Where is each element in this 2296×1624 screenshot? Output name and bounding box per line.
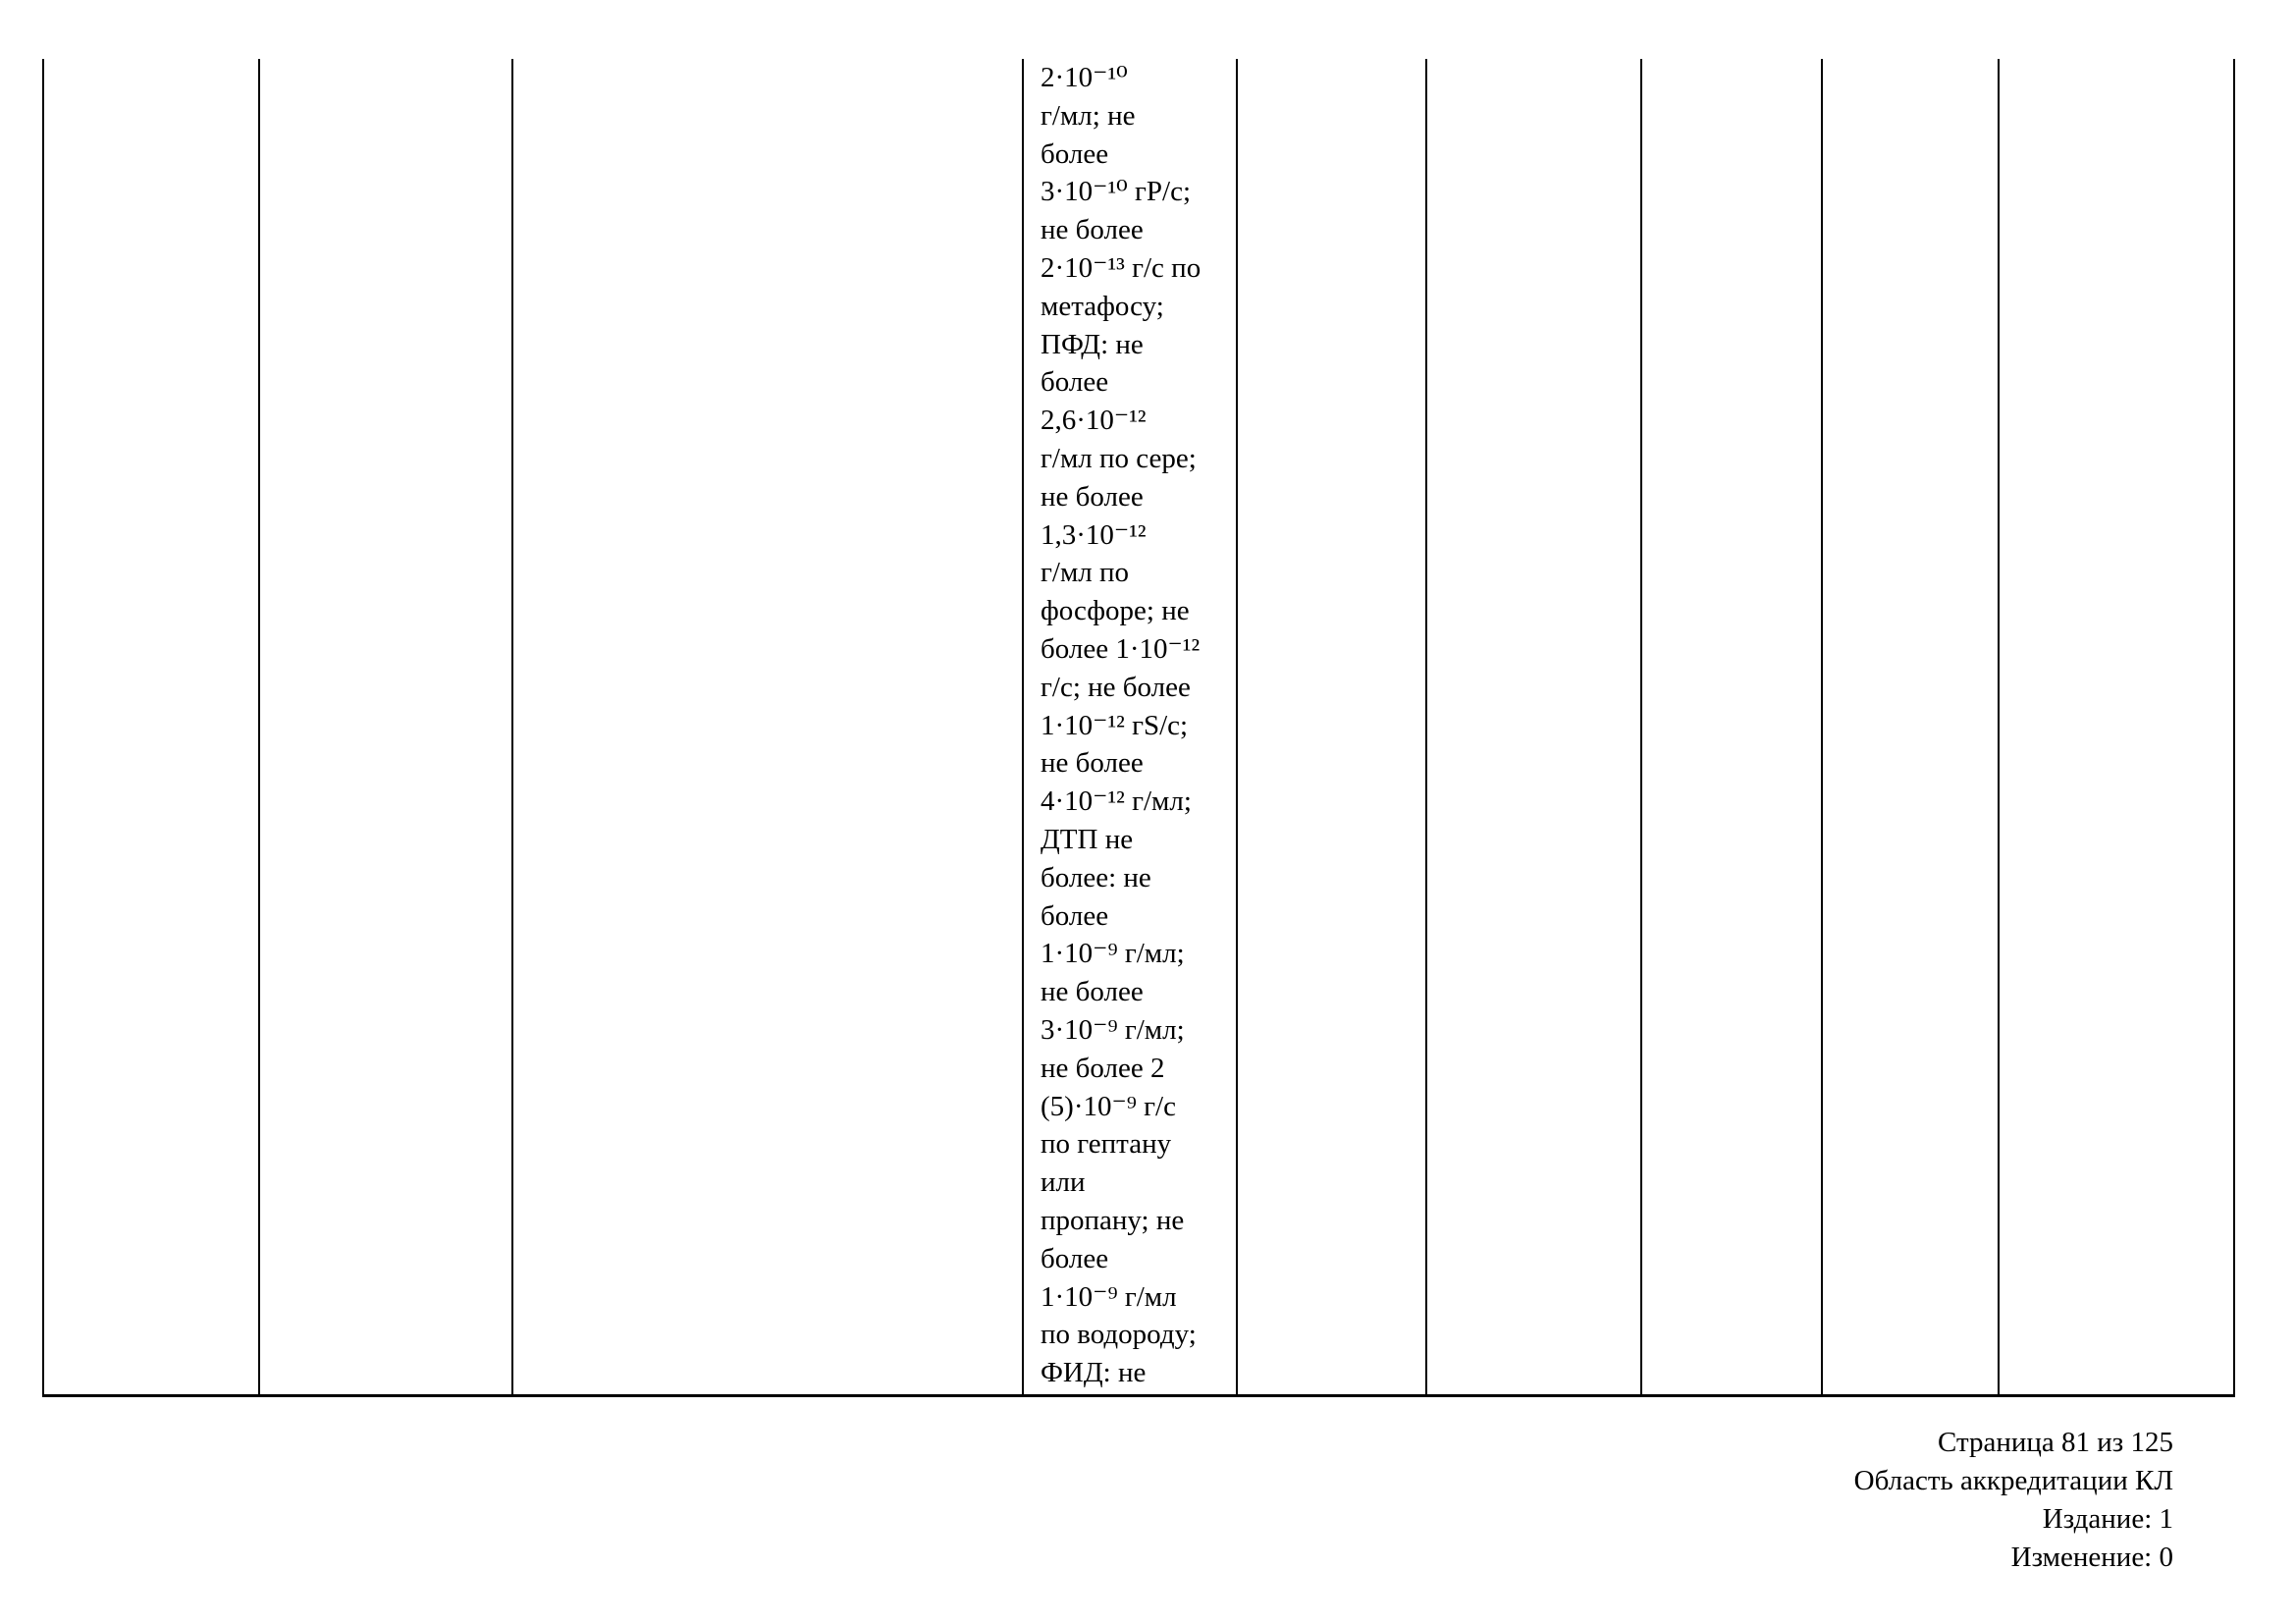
- cell-line: 3·10⁻¹⁰ гР/с;: [1041, 176, 1192, 208]
- detection-limits-cell: [1041, 59, 1242, 1394]
- column-divider: [1821, 59, 1823, 1394]
- column-divider: [258, 59, 260, 1394]
- cell-line: более: [1041, 137, 1109, 170]
- cell-line: 1·10⁻⁹ г/мл: [1041, 1280, 1177, 1313]
- cell-line: метафосу;: [1041, 290, 1164, 322]
- column-divider: [1640, 59, 1642, 1394]
- cell-line: г/мл по сере;: [1041, 442, 1197, 474]
- column-divider: [1998, 59, 2000, 1394]
- document-scope: Область аккредитации КЛ: [1853, 1465, 2173, 1496]
- page-footer: [1854, 1424, 2173, 1577]
- cell-line: 4·10⁻¹² г/мл;: [1041, 785, 1192, 818]
- cell-line: более 1·10⁻¹²: [1041, 632, 1201, 665]
- cell-line: 2·10⁻¹⁰: [1041, 62, 1128, 93]
- cell-line: не более: [1041, 976, 1144, 1008]
- cell-line: более: [1041, 1242, 1109, 1274]
- cell-line: ФИД: не: [1041, 1357, 1147, 1389]
- edition-number: Издание: 1: [2042, 1503, 2173, 1535]
- cell-line: 1·10⁻¹² гS/с;: [1041, 709, 1189, 741]
- cell-line: не более: [1041, 480, 1144, 513]
- column-divider: [511, 59, 513, 1394]
- cell-line: (5)·10⁻⁹ г/с: [1041, 1090, 1176, 1122]
- cell-line: 2·10⁻¹³ г/с по: [1041, 251, 1201, 284]
- cell-line: 1·10⁻⁹ г/мл;: [1041, 938, 1185, 970]
- cell-line: г/мл; не: [1041, 99, 1136, 132]
- cell-line: ПФД: не: [1041, 328, 1144, 360]
- cell-line: или: [1041, 1166, 1086, 1199]
- cell-line: пропану; не: [1041, 1204, 1185, 1236]
- cell-line: по водороду;: [1041, 1319, 1197, 1351]
- column-divider: [1022, 59, 1024, 1394]
- accreditation-table: [42, 59, 2235, 1397]
- cell-line: 3·10⁻⁹ г/мл;: [1041, 1013, 1185, 1046]
- cell-line: не более: [1041, 747, 1144, 780]
- cell-line: фосфоре; не: [1041, 595, 1190, 627]
- column-divider: [1425, 59, 1427, 1394]
- cell-line: более: [1041, 899, 1109, 932]
- cell-line: ДТП не: [1041, 823, 1134, 855]
- cell-line: 2,6·10⁻¹²: [1041, 405, 1147, 437]
- cell-line: не более: [1041, 214, 1144, 246]
- change-number: Изменение: 0: [2010, 1542, 2173, 1573]
- cell-line: более: [1041, 366, 1109, 399]
- cell-line: не более 2: [1041, 1052, 1165, 1084]
- cell-line: по гептану: [1041, 1128, 1172, 1161]
- cell-line: 1,3·10⁻¹²: [1041, 518, 1147, 551]
- page-number: Страница 81 из 125: [1937, 1427, 2173, 1458]
- cell-line: г/с; не более: [1041, 671, 1191, 703]
- cell-line: г/мл по: [1041, 557, 1130, 589]
- cell-line: более: не: [1041, 861, 1151, 893]
